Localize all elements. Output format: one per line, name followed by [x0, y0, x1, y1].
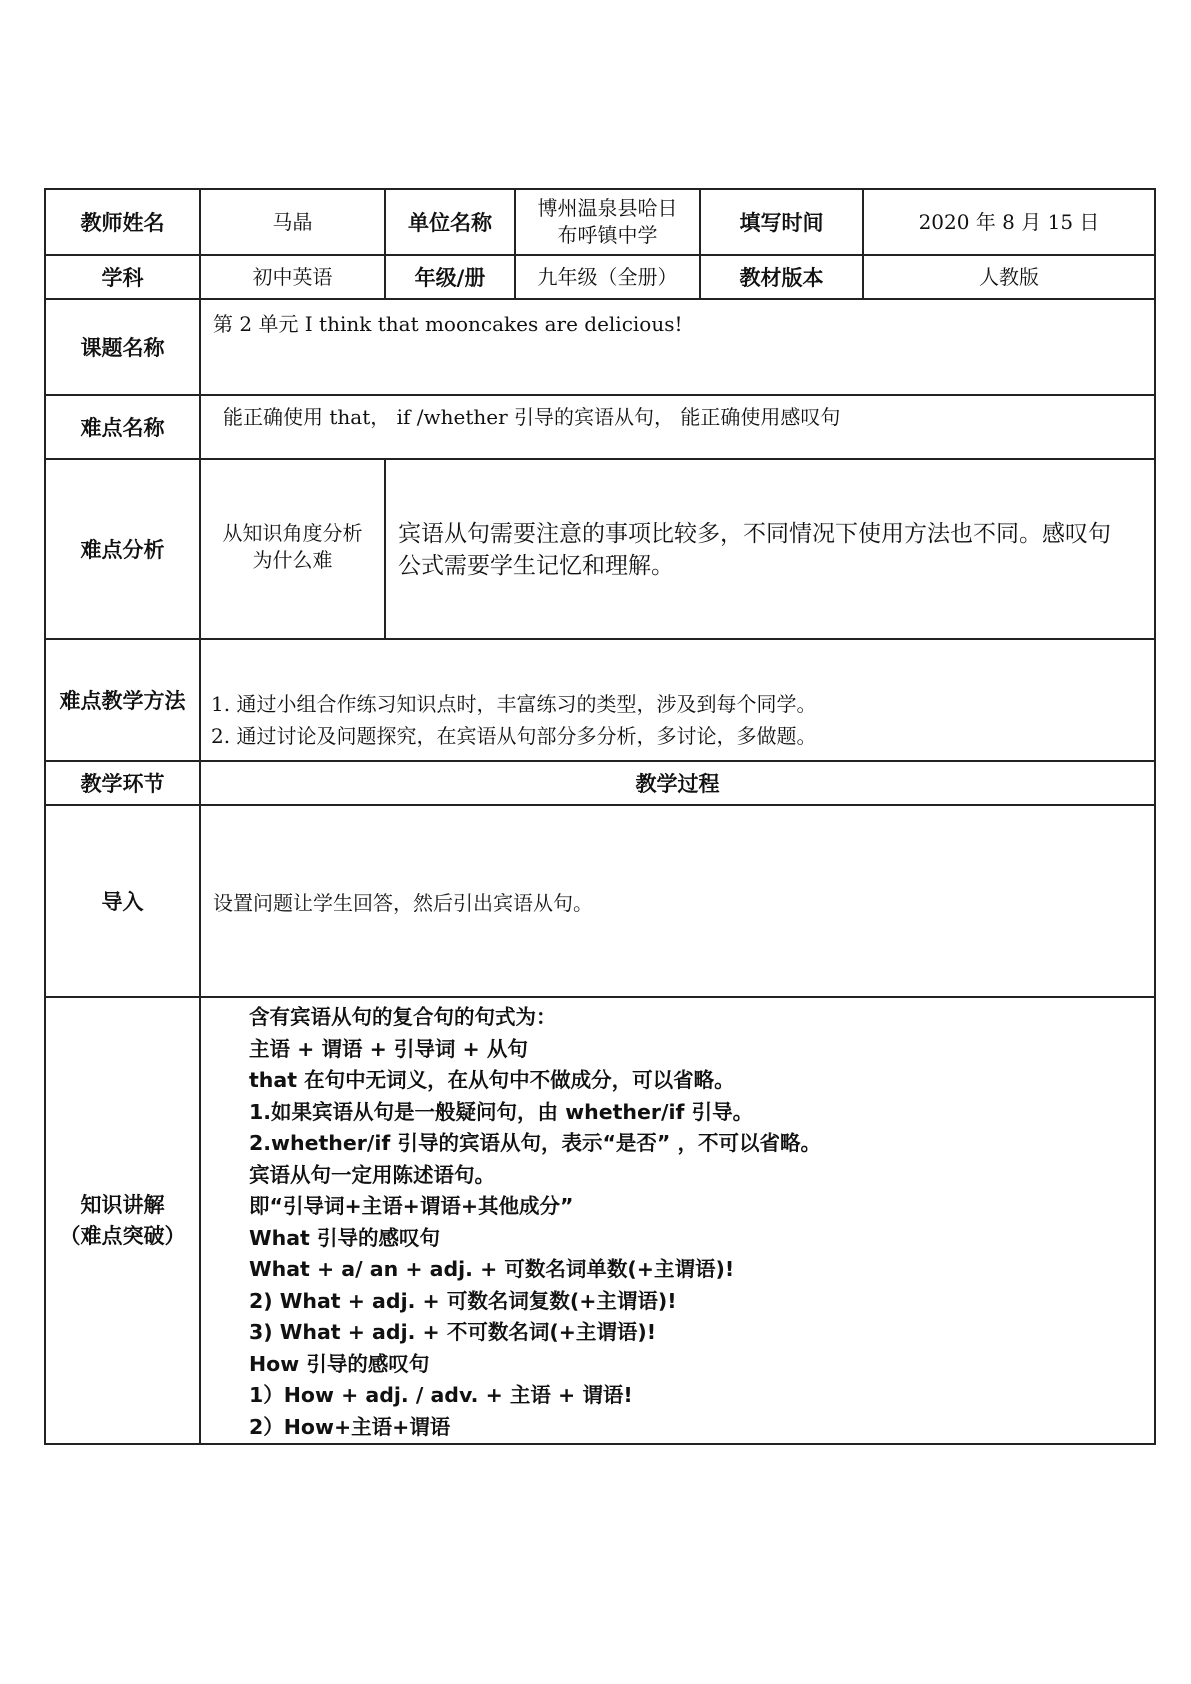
subject: 初中英语	[200, 255, 385, 299]
topic-value: 第 2 单元 I think that mooncakes are delicious!	[200, 299, 1155, 395]
analysis-text	[385, 459, 1155, 639]
methods-item: 1. 通过小组合作练习知识点时，丰富练习的类型，涉及到每个同学。	[211, 692, 817, 716]
topic-label: 课题名称	[45, 299, 200, 395]
knowledge-line: 1）How + adj. / adv. + 主语 + 谓语!	[249, 1383, 633, 1407]
knowledge-line: What 引导的感叹句	[249, 1225, 440, 1250]
date-label: 填写时间	[700, 189, 863, 255]
lesson-plan-table	[44, 188, 1156, 1445]
difficulty-value: 能正确使用 that， if /whether 引导的宾语从句， 能正确使用感叹句	[200, 395, 1155, 459]
analysis-sub-label-line1: 从知识角度分析	[222, 521, 363, 545]
intro-label: 导入	[45, 805, 200, 997]
knowledge-line: that 在句中无词义，在从句中不做成分，可以省略。	[249, 1068, 735, 1092]
unit-name	[515, 189, 700, 255]
knowledge-line: 2）How+主语+谓语	[249, 1414, 451, 1439]
knowledge-line: 3) What + adj. + 不可数名词(+主谓语)!	[249, 1320, 657, 1344]
knowledge-row	[45, 997, 1155, 1444]
unit-name-line1: 博州温泉县哈日	[537, 196, 678, 220]
grade: 九年级（全册）	[515, 255, 700, 299]
knowledge-label-line1: 知识讲解	[80, 1192, 165, 1217]
stage-label: 教学环节	[45, 761, 200, 805]
edition-label: 教材版本	[700, 255, 863, 299]
subject-label: 学科	[45, 255, 200, 299]
analysis-label: 难点分析	[45, 459, 200, 639]
unit-label: 单位名称	[385, 189, 515, 255]
knowledge-line: 宾语从句一定用陈述语句。	[249, 1162, 495, 1187]
methods-label: 难点教学方法	[45, 639, 200, 761]
process-header-row	[45, 761, 1155, 805]
edition: 人教版	[863, 255, 1155, 299]
knowledge-content	[200, 997, 1155, 1444]
knowledge-line: 2) What + adj. + 可数名词复数(+主谓语)!	[249, 1288, 677, 1313]
knowledge-line: 含有宾语从句的复合句的句式为：	[249, 1005, 557, 1029]
grade-label: 年级/册	[385, 255, 515, 299]
methods-list	[200, 639, 1155, 761]
knowledge-line: 即“引导词+主语+谓语+其他成分”	[249, 1194, 574, 1218]
topic-row	[45, 299, 1155, 395]
analysis-text-line2: 公式需要学生记忆和理解。	[398, 553, 674, 580]
analysis-sub-label	[200, 459, 385, 639]
knowledge-line: 1.如果宾语从句是一般疑问句，由 whether/if 引导。	[249, 1099, 754, 1124]
unit-name-line2: 布呼镇中学	[557, 223, 658, 247]
difficulty-label: 难点名称	[45, 395, 200, 459]
methods-item: 2. 通过讨论及问题探究，在宾语从句部分多分析，多讨论，多做题。	[211, 724, 817, 748]
knowledge-line: 主语 + 谓语 + 引导词 + 从句	[249, 1036, 528, 1061]
knowledge-line: What + a/ an + adj. + 可数名词单数(+主谓语)!	[249, 1257, 735, 1281]
intro-row	[45, 805, 1155, 997]
lesson-plan-sheet	[44, 188, 1154, 1445]
analysis-row	[45, 459, 1155, 639]
methods-row	[45, 639, 1155, 761]
difficulty-row	[45, 395, 1155, 459]
teacher-name: 马晶	[200, 189, 385, 255]
analysis-sub-label-line2: 为什么难	[252, 548, 333, 572]
knowledge-label-line2: （难点突破）	[59, 1223, 186, 1248]
knowledge-line: 2.whether/if 引导的宾语从句，表示“是否” ，不可以省略。	[249, 1131, 822, 1155]
teacher-name-label: 教师姓名	[45, 189, 200, 255]
fill-date: 2020 年 8 月 15 日	[863, 189, 1155, 255]
header-row-2	[45, 255, 1155, 299]
intro-value: 设置问题让学生回答，然后引出宾语从句。	[200, 805, 1155, 997]
knowledge-line: How 引导的感叹句	[249, 1351, 430, 1376]
analysis-text-line1: 宾语从句需要注意的事项比较多，不同情况下使用方法也不同。感叹句	[398, 521, 1111, 547]
knowledge-label	[45, 997, 200, 1444]
header-row-1	[45, 189, 1155, 255]
process-label: 教学过程	[200, 761, 1155, 805]
